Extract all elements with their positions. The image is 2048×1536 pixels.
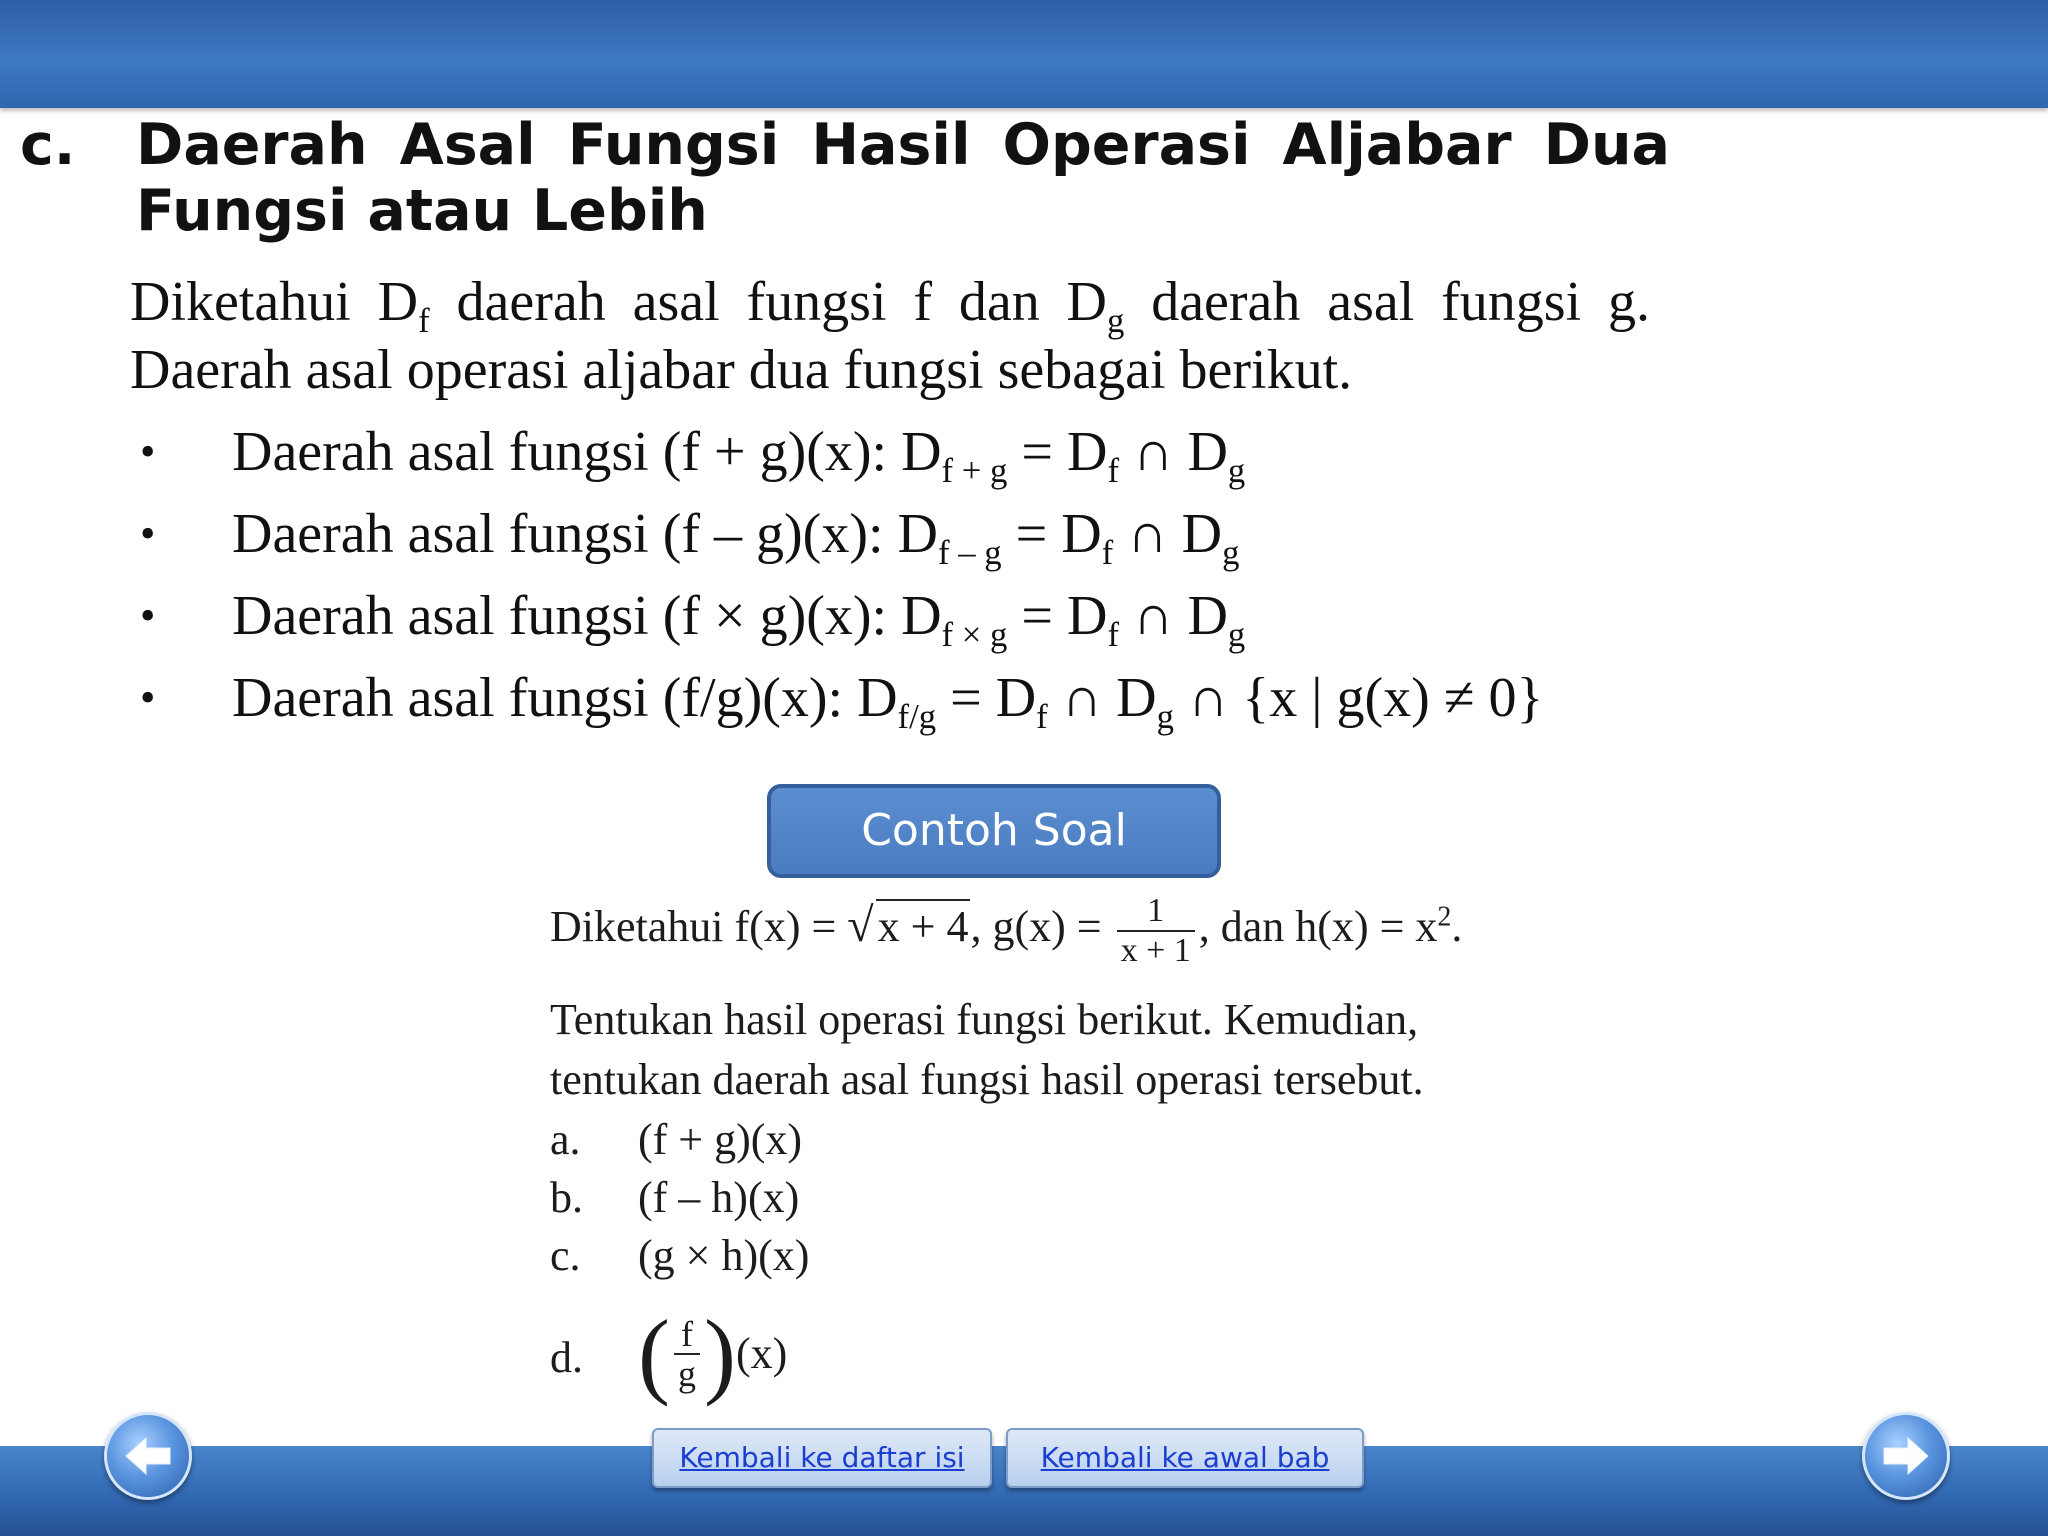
awal-bab-link[interactable]: Kembali ke awal bab <box>1040 1441 1330 1474</box>
heading-text: Daerah Asal Fungsi Hasil Operasi Aljabar Dua Fungsi atau Lebih <box>136 112 1670 244</box>
arrow-left-icon <box>118 1426 178 1486</box>
fraction: $\frac{1}{x + 1}$ <box>1117 892 1195 970</box>
daftar-isi-link-button[interactable] <box>652 1428 992 1488</box>
bullet-icon: • <box>140 591 156 640</box>
arrow-right-icon <box>1876 1426 1936 1486</box>
instruction-line-1: Tentukan hasil operasi fungsi berikut. Kemudian, <box>550 995 1419 1044</box>
heading-letter: c. <box>20 112 76 178</box>
bullet-icon: • <box>140 673 156 722</box>
bullet-icon: • <box>140 427 156 476</box>
intro-line-1: Diketahui $D_f$ daerah asal fungsi f dan $D_g$ daerah asal fungsi g. <box>130 271 1650 341</box>
contoh-soal-button[interactable]: Contoh Soal <box>767 784 1221 878</box>
intro-line-2: Daerah asal operasi aljabar dua fungsi sebagai berikut. <box>130 339 1353 401</box>
top-banner <box>0 0 2048 108</box>
awal-bab-link-button[interactable] <box>1006 1428 1364 1488</box>
previous-slide-button[interactable] <box>104 1412 192 1500</box>
given-functions: Diketahui f(x) = √x + 4, g(x) = $\frac{1}{x + 1}$ , dan $h(x) = x^2$. <box>550 892 1463 969</box>
bullet-icon: • <box>140 509 156 558</box>
fraction: ( $\frac{f}{g}$ ) <box>638 1300 736 1407</box>
intro-paragraph <box>130 268 1650 401</box>
next-slide-button[interactable] <box>1862 1412 1950 1500</box>
daftar-isi-link[interactable]: Kembali ke daftar isi <box>679 1441 965 1474</box>
instruction-line-2: tentukan daerah asal fungsi hasil operasi tersebut. <box>550 1055 1424 1104</box>
